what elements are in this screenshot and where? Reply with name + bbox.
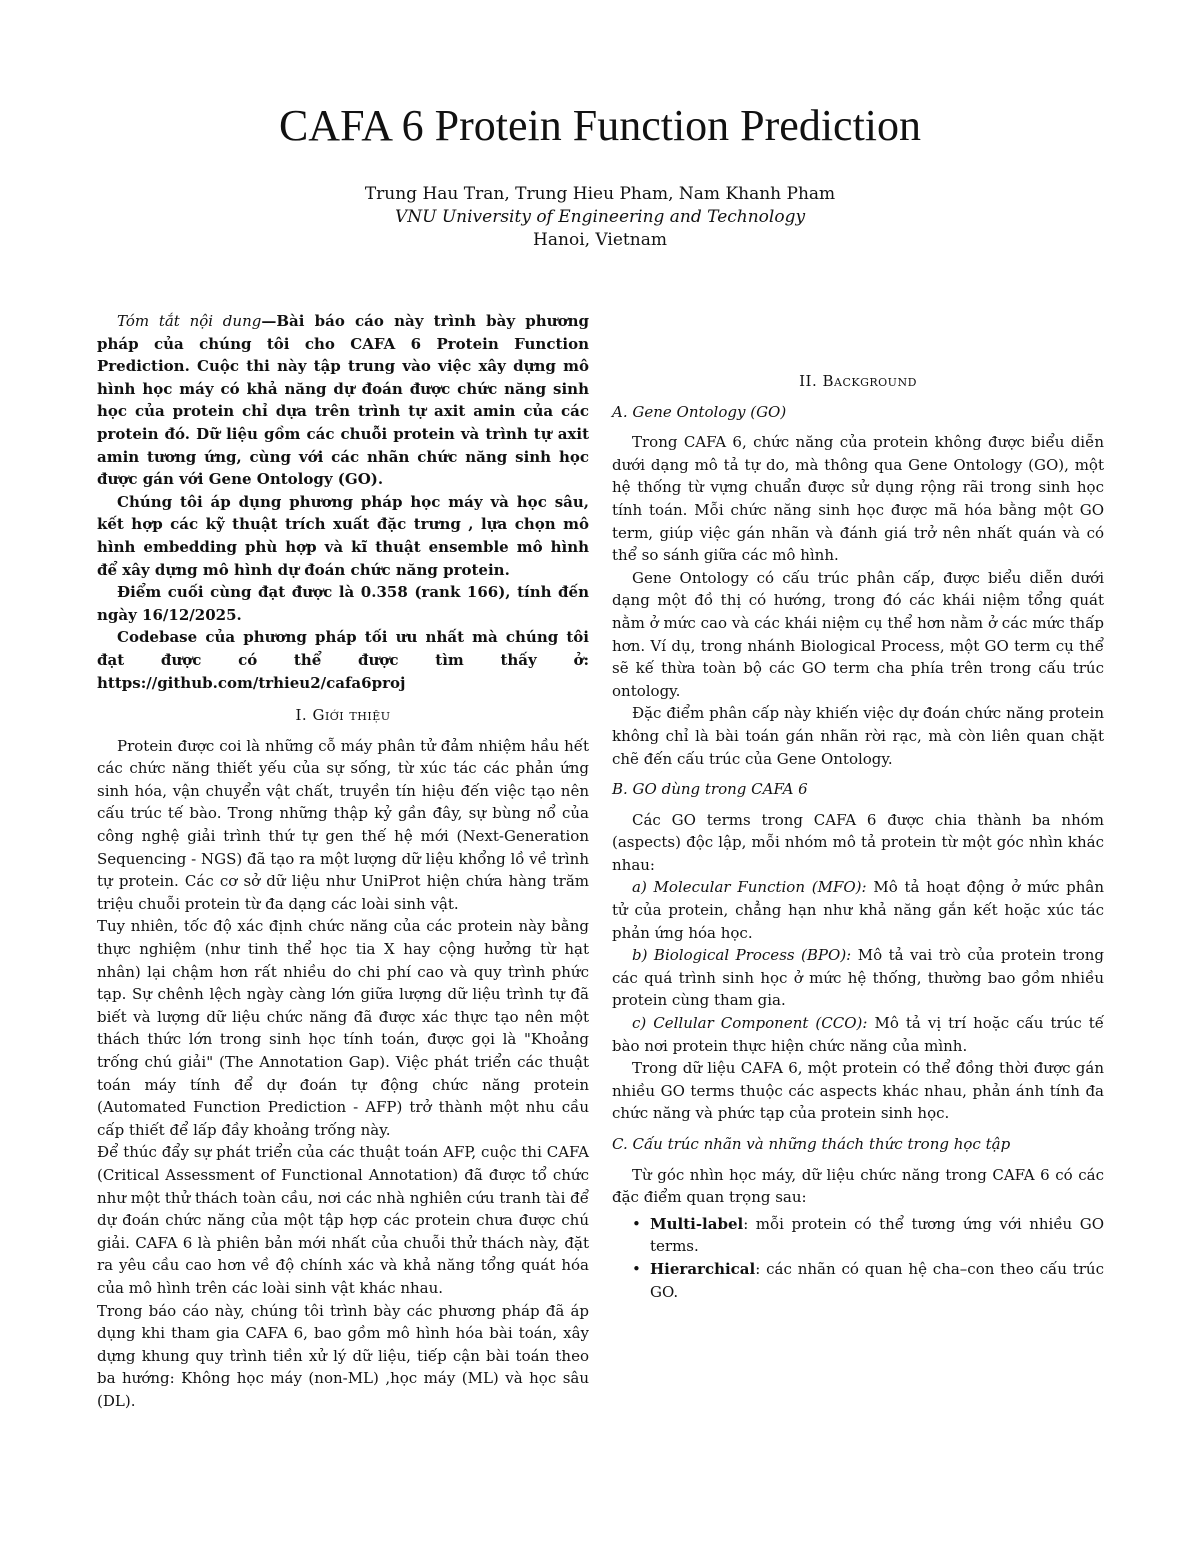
label-structure-intro: Từ góc nhìn học máy, dữ liệu chức năng trong CAFA 6 có các đặc điểm quan trọng sau: — [612, 1165, 1104, 1207]
go-paragraph-1: Trong CAFA 6, chức năng của protein không được biểu diễn dưới dạng mô tả tự do, mà thông qua Gene Ontology (GO), một hệ thống từ vựng chuẩn được sử dụng rộng rãi trong sinh học tính toán. Mỗi chức năng sinh học được mã hóa bằng một GO term, giúp việc gán nhãn và đánh giá trở nên nhất quán và có thể so sánh giữa các mô hình. — [612, 433, 1104, 565]
section-heading-background: II. Background — [799, 372, 917, 390]
section-heading-introduction: I. Giới thiệu — [295, 706, 391, 725]
abstract-paragraph-2: Chúng tôi áp dụng phương pháp học máy và học sâu, kết hợp các kỹ thuật trích xuất đặc trưng , lựa chọn mô hình embedding phù hợp và kĩ thuật ensemble mô hình để xây dựng mô hình dự đoán chức năng protein. — [97, 492, 589, 579]
bullet-text: : các nhãn có quan hệ cha–con theo cấu trúc GO. — [650, 1259, 1104, 1301]
aspect-mfo-text: Mô tả hoạt động ở mức phân tử của protein, chẳng hạn như khả năng gắn kết hoặc xúc tác phản ứng hóa học. — [612, 878, 1104, 942]
intro-paragraph-1: Protein được coi là những cỗ máy phân tử đảm nhiệm hầu hết các chức năng thiết yếu của sự sống, từ xúc tác các phản ứng sinh hóa, vận chuyển vật chất, truyền tín hiệu đến việc tạo nên cấu trúc tế bào. Trong những thập kỷ gần đây, sự bùng nổ của công nghệ giải trình thứ tự gen thế hệ mới (Next-Generation Sequencing - NGS) đã tạo ra một lượng dữ liệu khổng lồ về trình tự protein. Các cơ sở dữ liệu như UniProt hiện chứa hàng trăm triệu chuỗi protein từ đa dạng các loài sinh vật. — [97, 736, 589, 913]
go-paragraph-3: Đặc điểm phân cấp này khiến việc dự đoán chức năng protein không chỉ là bài toán gán nhãn rời rạc, mà còn liên quan chặt chẽ đến cấu trúc của Gene Ontology. — [612, 704, 1104, 768]
abstract-paragraph-1 — [97, 310, 589, 491]
bullet-term: Hierarchical — [650, 1259, 756, 1278]
right-column — [612, 310, 1104, 1303]
abstract-paragraph-4: Codebase của phương pháp tối ưu nhất mà chúng tôi đạt được có thể được tìm thấy ở: https://github.com/trhieu2/cafa6proj — [97, 628, 589, 692]
subsection-heading-go-in-cafa6: B. GO dùng trong CAFA 6 — [612, 780, 808, 799]
bullet-term: Multi-label — [650, 1214, 744, 1233]
aspects-intro: Các GO terms trong CAFA 6 được chia thành ba nhóm (aspects) độc lập, mỗi nhóm mô tả protein từ một góc nhìn khác nhau: — [612, 810, 1104, 874]
author-location: Hanoi, Vietnam — [533, 230, 667, 250]
aspect-mfo — [612, 876, 1104, 944]
list-item — [612, 1258, 1104, 1303]
subsection-heading-gene-ontology: A. Gene Ontology (GO) — [612, 402, 787, 421]
left-column — [97, 310, 589, 1413]
aspect-cco-text: Mô tả vị trí hoặc cấu trúc tế bào nơi protein thực hiện chức năng của mình. — [612, 1014, 1105, 1055]
label-properties-list — [612, 1213, 1104, 1303]
abstract-text-1: Bài báo cáo này trình bày phương pháp của chúng tôi cho CAFA 6 Protein Function Prediction. Cuộc thi này tập trung vào việc xây dựng mô hình học máy có khả năng dự đoán được chức năng sinh học của protein chỉ dựa trên trình tự axit amin của các protein đó. Dữ liệu gồm các chuỗi protein và trình tự axit amin tương ứng, cùng với các nhãn chức năng sinh học được gán với Gene Ontology (GO). — [97, 312, 589, 489]
list-item — [612, 1213, 1104, 1258]
aspect-cco-label: c) Cellular Component (CCO): — [632, 1014, 868, 1033]
author-names: Trung Hau Tran, Trung Hieu Pham, Nam Khanh Pham — [364, 184, 836, 204]
bullet-text: : mỗi protein có thể tương ứng với nhiều GO terms. — [650, 1214, 1104, 1256]
author-block — [0, 183, 1200, 252]
abstract-dash: — — [261, 312, 277, 330]
aspect-cco — [612, 1012, 1104, 1057]
subsection-heading-label-structure: C. Cấu trúc nhãn và những thách thức trong học tập — [612, 1135, 1011, 1153]
abstract-label: Tóm tắt nội dung — [117, 312, 262, 330]
aspects-closing: Trong dữ liệu CAFA 6, một protein có thể đồng thời được gán nhiều GO terms thuộc các aspects khác nhau, phản ánh tính đa chức năng và phức tạp của protein sinh học. — [612, 1059, 1104, 1123]
author-affiliation: VNU University of Engineering and Technology — [394, 207, 806, 227]
go-paragraph-2: Gene Ontology có cấu trúc phân cấp, được biểu diễn dưới dạng một đồ thị có hướng, trong đó các khái niệm tổng quát nằm ở mức cao và các khái niệm cụ thể hơn nằm ở các mức thấp hơn. Ví dụ, trong nhánh Biological Process, một GO term cụ thể sẽ kế thừa toàn bộ các GO term cha phía trên trong cấu trúc ontology. — [612, 568, 1104, 700]
abstract-paragraph-3: Điểm cuối cùng đạt được là 0.358 (rank 166), tính đến ngày 16/12/2025. — [97, 583, 589, 624]
aspect-bpo — [612, 944, 1104, 1012]
aspect-mfo-label: a) Molecular Function (MFO): — [632, 878, 867, 897]
intro-paragraph-2: Tuy nhiên, tốc độ xác định chức năng của các protein này bằng thực nghiệm (như tinh thể học tia X hay cộng hưởng từ hạt nhân) lại chậm hơn rất nhiều do chi phí cao và quy trình phức tạp. Sự chênh lệch ngày càng lớn giữa lượng dữ liệu trình tự đã biết và lượng dữ liệu chức năng đã được xác thực tạo nên một thách thức lớn trong sinh học tính toán, được gọi là "Khoảng trống chú giải" (The Annotation Gap). Việc phát triển các thuật toán máy tính để dự đoán tự động chức năng protein (Automated Function Prediction - AFP) trở thành một nhu cầu cấp thiết để lấp đầy khoảng trống này. — [97, 917, 589, 1139]
aspect-bpo-text: Mô tả vai trò của protein trong các quá trình sinh học ở mức hệ thống, thường bao gồm nhiều protein cùng tham gia. — [612, 946, 1104, 1010]
paper-title: CAFA 6 Protein Function Prediction — [278, 101, 922, 150]
aspect-bpo-label: b) Biological Process (BPO): — [632, 946, 852, 965]
intro-paragraph-3: Để thúc đẩy sự phát triển của các thuật toán AFP, cuộc thi CAFA (Critical Assessment of Functional Annotation) đã được tổ chức như một thử thách toàn cầu, nơi các nhà nghiên cứu tranh tài để dự đoán chức năng của một tập hợp các protein chưa được chú giải. CAFA 6 là phiên bản mới nhất của chuỗi thử thách này, đặt ra yêu cầu cao hơn về độ chính xác và khả năng tổng quát hóa của mô hình trên các loài sinh vật khác nhau. — [97, 1143, 589, 1297]
intro-paragraph-4: Trong báo cáo này, chúng tôi trình bày các phương pháp đã áp dụng khi tham gia CAFA 6, bao gồm mô hình hóa bài toán, xây dựng khung quy trình tiền xử lý dữ liệu, tiếp cận bài toán theo ba hướng: Không học máy (non-ML) ,học máy (ML) và học sâu (DL). — [97, 1301, 589, 1410]
